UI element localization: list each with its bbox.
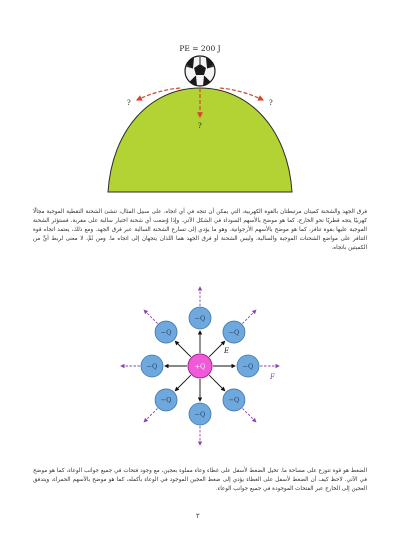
field-arrow-lower-left	[175, 375, 191, 391]
negative-charge-label: −Q	[194, 314, 206, 323]
positive-charge-label: +Q	[194, 362, 206, 371]
field-label-e: E	[224, 347, 230, 355]
page-number: ٢	[196, 512, 200, 520]
negative-charge-lower-left	[155, 389, 177, 411]
negative-charge-left	[141, 355, 163, 377]
negative-charge-label: −Q	[146, 362, 158, 371]
down-question-mark: ?	[198, 122, 202, 130]
negative-charge-bottom	[189, 403, 211, 425]
pressure-paragraph: الضغط هو قوة تتوزع على مساحة ما. تخيل الضغط لأسفل على غطاء وعاء مملوء بعجين، مع وجود فتحات في جميع جوانب الوعاء، كما هو موضح في الآتي. لاحظ كيف أن الضغط لأسفل على الغطاء يؤدي إلى ضغط العجين الموجود في الوعاء بأكمله، كما هو موضح بالأسهم الحمراء، ويتدفق العجين إلى الخارج عبر الفتحات الموجودة في جميع جوانب الوعاء.	[33, 468, 367, 492]
charges-field-figure	[100, 282, 300, 454]
force-arrow-lower-right	[242, 408, 255, 421]
negative-charge-label: −Q	[160, 328, 172, 337]
negative-charge-label: −Q	[160, 396, 172, 405]
force-arrow-upper-right	[242, 310, 255, 323]
field-arrow-upper-right	[209, 341, 225, 357]
field-arrow-lower-right	[209, 375, 225, 391]
positive-charge	[188, 354, 212, 378]
negative-charge-label: −Q	[228, 328, 240, 337]
ball-on-hill-figure	[0, 0, 400, 200]
soccer-ball	[185, 56, 215, 86]
negative-charge-lower-right	[223, 389, 245, 411]
potential-energy-label: PE = 200 J	[179, 44, 221, 53]
negative-charge-upper-left	[155, 321, 177, 343]
field-arrow-upper-left	[175, 341, 191, 357]
negative-charge-top	[189, 307, 211, 329]
negative-charge-right	[237, 355, 259, 377]
negative-charge-label: −Q	[242, 362, 254, 371]
left-question-mark: ?	[127, 99, 131, 107]
force-label-f: F	[270, 373, 275, 381]
right-question-mark: ?	[269, 99, 273, 107]
force-arrow-upper-left	[144, 310, 157, 323]
negative-charge-upper-right	[223, 321, 245, 343]
negative-charge-label: −Q	[228, 396, 240, 405]
force-arrow-lower-left	[144, 408, 157, 421]
negative-charge-label: −Q	[194, 410, 206, 419]
charge-potential-paragraph: فرق الجهد والشحنة كميتان مرتبطتان بالقوة الكهربية، التي يمكن أن تتجه في أي اتجاه. على سبيل المثال، تنشئ الشحنة النقطية الموجبة مجالًا كهربيًا يتجه قطريًا نحو الخارج، كما هو موضح بالأسهم السوداء في الشكل الآتي. وإذا وُضعت أي شحنة اختبار سالبة على مقربة، فستؤثر الشحنة الموجبة عليها بقوة تنافر، كما هو موضح بالأسهم الأرجوانية. وهو ما يؤدي إلى تسارع الشحنة السالبة عبر فرق الجهد. ومع ذلك، يعتمد اتجاه قوة التنافر على مواضع الشحنات الموجبة والسالبة، وليس الشحنة أو فرق الجهد هما اللذان يتجهان إلى اتجاه ما. ومن ثَمَّ، لا معنى لربط أيٍّ من الكميتين باتجاه.	[33, 209, 367, 251]
